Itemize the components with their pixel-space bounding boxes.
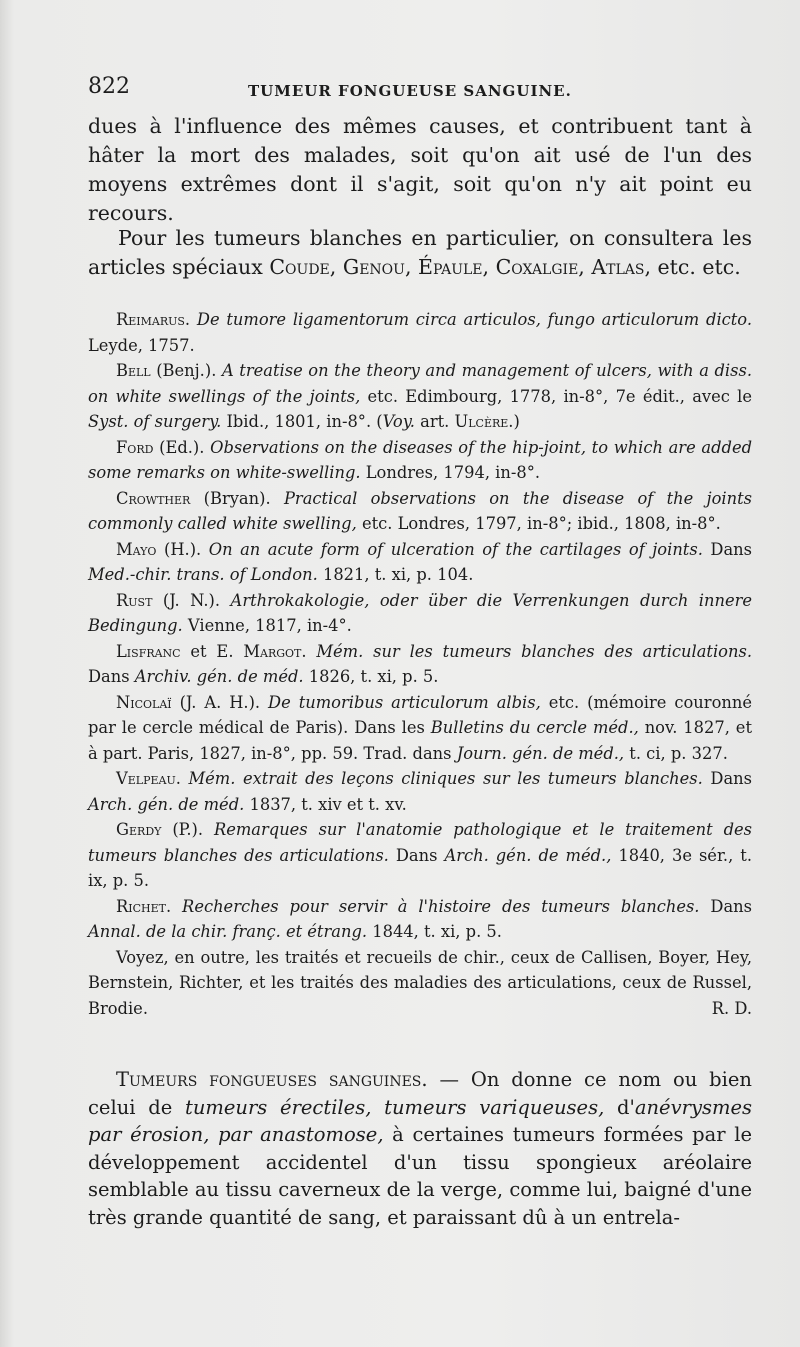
reference-entry: Crowther (Bryan). Practical observations on the disease of the joints commonly called white swelling, etc. Londres, 1797, in-8°; ibid., 1808, in-8°. bbox=[88, 488, 752, 533]
reference-entry: Rust (J. N.). Arthrokakologie, oder über die Verrenkungen durch innere Bedingung. Vienne, 1817, in-4°. bbox=[88, 590, 753, 635]
see-also-item: Coude bbox=[269, 255, 330, 279]
page-number: 822 bbox=[88, 74, 130, 99]
reference-entry: Nicolaï (J. A. H.). De tumoribus articulorum albis, etc. (mémoire couronné par le cercle médical de Paris). Dans les Bulletins du cercle méd., nov. 1827, et à part. Paris, 1827, in-8°, pp. 59. Trad. dans Journ. gén. de méd., t. ci, p. 327. bbox=[88, 692, 752, 763]
reference-entry-closing: Voyez, en outre, les traités et recueils de chir., ceux de Callisen, Boyer, Hey, Bernstein, Richter, et les traités des maladies des articulations, ceux de Russel, Brodie. R. D. bbox=[88, 945, 752, 1022]
bibliography bbox=[88, 307, 752, 1021]
article-entry: Tumeurs fongueuses sanguines. — On donne ce nom ou bien celui de tumeurs érectiles, tumeurs variqueuses, d'anévrysmes par érosion, par anastomose, à certaines tumeurs formées par le développement accidentel d'un tissu spongieux aréolaire semblable au tissu caverneux de la verge, comme lui, baigné d'une très grande quantité de sang, et paraissant dû à un entrela- bbox=[88, 1068, 753, 1229]
article-heading: Tumeurs fongueuses sanguines. bbox=[116, 1068, 428, 1091]
reference-entry: Bell (Benj.). A treatise on the theory and management of ulcers, with a diss. on white swellings of the joints, etc. Edimbourg, 1778, in-8°, 7e édit., avec le Syst. of surgery. Ibid., 1801, in-8°. (Voy. art. Ulcère.) bbox=[88, 361, 752, 431]
reference-entry: Mayo (H.). On an acute form of ulceration of the cartilages of joints. Dans Med.-chir. trans. of London. 1821, t. xi, p. 104. bbox=[88, 539, 753, 584]
running-title: TUMEUR FONGUEUSE SANGUINE. bbox=[248, 82, 572, 100]
see-also-intro: Pour les tumeurs blanches en particulier, on consultera les articles spéciaux bbox=[88, 226, 752, 279]
see-also-tail: etc. etc. bbox=[657, 255, 741, 279]
reference-entry: Ford (Ed.). Observations on the diseases of the hip-joint, to which are added some remarks on white-swelling. Londres, 1794, in-8°. bbox=[88, 437, 753, 482]
see-also-item: Coxalgie bbox=[495, 255, 579, 279]
see-also-item: Atlas bbox=[591, 255, 645, 279]
reference-entry: Richet. Recherches pour servir à l'histoire des tumeurs blanches. Dans Annal. de la chir. franç. et étrang. 1844, t. xi, p. 5. bbox=[88, 896, 752, 941]
see-also-paragraph: Pour les tumeurs blanches en particulier, on consultera les articles spéciaux Coude, Genou, Épaule, Coxalgie, Atlas, etc. etc. bbox=[88, 226, 752, 279]
see-also-item: Épaule bbox=[417, 255, 483, 279]
author-signature: R. D. bbox=[711, 998, 752, 1018]
reference-entry: Reimarus. De tumore ligamentorum circa articulos, fungo articulorum dicto. Leyde, 1757. bbox=[88, 310, 752, 355]
reference-entry: Gerdy (P.). Remarques sur l'anatomie pathologique et le traitement des tumeurs blanches des articulations. Dans Arch. gén. de méd., 1840, 3e sér., t. ix, p. 5. bbox=[88, 820, 752, 890]
reference-entry: Lisfranc et E. Margot. Mém. sur les tumeurs blanches des articulations. Dans Archiv. gén. de méd. 1826, t. xi, p. 5. bbox=[88, 641, 752, 686]
reference-entry: Velpeau. Mém. extrait des leçons cliniques sur les tumeurs blanches. Dans Arch. gén. de méd. 1837, t. xiv et t. xv. bbox=[88, 769, 752, 814]
see-also-item: Genou bbox=[342, 255, 405, 279]
page-header bbox=[88, 74, 760, 104]
continuation-paragraph bbox=[88, 112, 752, 228]
continuation-text: dues à l'influence des mêmes causes, et contribuent tant à hâter la mort des malades, soit qu'on ait usé de l'un des moyens extrêmes dont il s'agit, soit qu'on n'y ait point eu recours. bbox=[88, 114, 752, 225]
